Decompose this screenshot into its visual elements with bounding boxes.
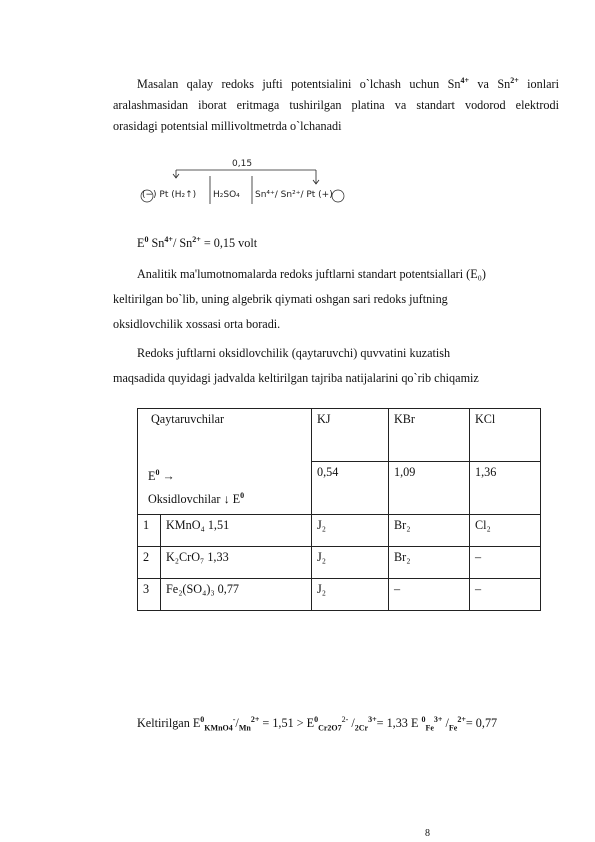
page-number: 8 <box>425 828 430 839</box>
para2-line-2: keltirilgan bo`lib, uning algebrik qiymati oshgan sari redoks juftning <box>113 292 448 306</box>
intro-text: va Sn <box>469 77 511 91</box>
intro-line-3: orasidagi potentsial millivoltmetrda o`lchanadi <box>113 119 342 133</box>
scheme-middle: H₂SO₄ <box>213 190 240 200</box>
row-oxidant: KMnO₄ 1,51 <box>161 515 312 547</box>
cell-scheme <box>140 158 360 208</box>
value-kj: 0,54 <box>312 462 389 515</box>
row-cell: – <box>389 579 470 611</box>
corner-e-arrow: $E^0$ → <box>148 467 175 483</box>
row-cell: – <box>470 579 541 611</box>
superscript: 4+ <box>460 75 470 85</box>
row-number: 3 <box>138 579 161 611</box>
scheme-left: (−) Pt (H₂↑) <box>142 190 197 200</box>
value-kcl: 1,36 <box>470 462 541 515</box>
para3-line-1: Redoks juftlarni oksidlovchilik (qaytaruvchi) quvvatini kuzatish <box>137 346 451 360</box>
table-row <box>138 579 541 611</box>
experiment-table <box>137 408 541 611</box>
scheme-right: Sn⁴⁺/ Sn²⁺/ Pt (+) <box>255 190 333 200</box>
row-cell: – <box>470 547 541 579</box>
para2-line-3: oksidlovchilik xossasi orta boradi. <box>113 317 281 331</box>
table-row <box>138 409 541 462</box>
standard-potential-equation: $E^0$ $Sn^{4+}/$ $Sn^{2+} = 0,15$ volt <box>137 234 258 250</box>
row-cell: J₂ <box>312 547 389 579</box>
table-row <box>138 547 541 579</box>
para2-line-1: Analitik ma'lumotnomalarda redoks juftlarni standart potentsiallari (E₀) <box>137 267 486 281</box>
intro-text: Masalan qalay redoks jufti potentsialini o`lchash uchun Sn <box>137 77 461 91</box>
row-oxidant: K₂CrO₇ 1,33 <box>161 547 312 579</box>
row-cell: Br₂ <box>389 547 470 579</box>
header-kj: KJ <box>312 409 389 462</box>
header-kbr: KBr <box>389 409 470 462</box>
row-cell: J₂ <box>312 515 389 547</box>
corner-oxidants: Oksidlovchilar ↓ $E^0$ <box>148 490 245 506</box>
row-oxidant: Fe₂(SO₄)₃ 0,77 <box>161 579 312 611</box>
intro-text: ionlari <box>518 77 559 91</box>
conclusion-line: Keltirilgan $E^0_{KMnO4}^-/_{Mn}^{2+} = 1,51 > E^0_{Cr2O7}^{2-}$ $/_{2Cr}^{3+}= 1,33$ E $^0_{Fe}^{3+}$ $/_{Fe}^{2+}= 0,77$ <box>137 714 498 733</box>
value-kbr: 1,09 <box>389 462 470 515</box>
header-kcl: KCl <box>470 409 541 462</box>
intro-line-2: aralashmasidan iborat eritmaga tushirilgan platina va standart vodorod elektrodi <box>113 98 559 112</box>
para3-line-2: maqsadida quyidagi jadvalda keltirilgan tajriba natijalarini qo`rib chiqamiz <box>113 371 479 385</box>
row-number: 1 <box>138 515 161 547</box>
row-cell: Br₂ <box>389 515 470 547</box>
row-cell: J₂ <box>312 579 389 611</box>
table-corner <box>138 409 312 515</box>
row-cell: Cl₂ <box>470 515 541 547</box>
corner-reducers: Qaytaruvchilar <box>151 412 225 426</box>
row-number: 2 <box>138 547 161 579</box>
intro-line-1 <box>113 74 559 95</box>
scheme-voltage: 0,15 <box>232 159 253 169</box>
table-row <box>138 515 541 547</box>
superscript: 2+ <box>510 75 519 85</box>
